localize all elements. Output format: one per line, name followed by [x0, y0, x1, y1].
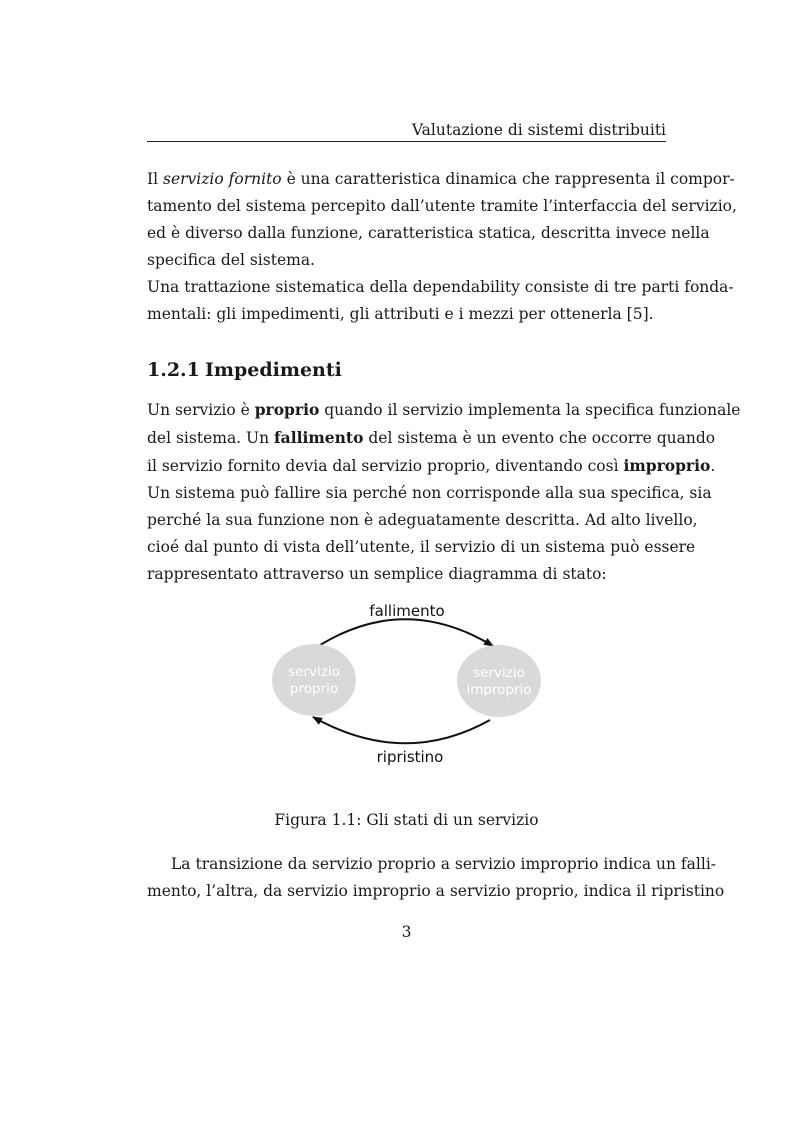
text-line: Una trattazione sistematica della dependability consiste di tre parti fonda-	[147, 278, 734, 296]
state-proprio-label-line1: servizio	[288, 664, 340, 680]
arrow-ripristino	[313, 717, 490, 743]
section-number: 1.2.1	[147, 359, 200, 381]
transition-label-ripristino: ripristino	[376, 748, 444, 766]
state-servizio-improprio	[457, 645, 541, 717]
text-line: cioé dal punto di vista dell’utente, il servizio di un sistema può essere	[147, 538, 696, 556]
body-paragraph	[147, 396, 741, 588]
state-diagram	[262, 598, 552, 773]
running-title: Valutazione di sistemi distribuiti	[411, 121, 666, 139]
term-proprio: proprio	[254, 400, 320, 419]
figure-caption: Figura 1.1: Gli stati di un servizio	[274, 811, 539, 829]
state-improprio-label-line2: improprio	[466, 682, 532, 698]
text-line: ed è diverso dalla funzione, caratteristica statica, descritta invece nella	[147, 224, 710, 242]
section-title: Impedimenti	[205, 359, 342, 381]
text-line: specifica del sistema.	[147, 251, 315, 269]
transition-label-fallimento: fallimento	[369, 602, 445, 620]
state-servizio-proprio	[272, 644, 356, 716]
state-improprio-label-line1: servizio	[473, 665, 525, 681]
state-diagram-svg	[262, 598, 552, 773]
text-line: tamento del sistema percepito dall’utente tramite l’interfaccia del servizio,	[147, 197, 737, 215]
page-number: 3	[401, 923, 412, 941]
arrow-fallimento	[317, 619, 493, 647]
closing-paragraph	[147, 851, 725, 905]
text-line: il servizio fornito devia dal servizio proprio, diventando così improprio.	[147, 456, 716, 475]
term-fallimento: fallimento	[274, 428, 364, 447]
term-improprio: improprio	[623, 456, 711, 475]
text-line: del sistema. Un fallimento del sistema è un evento che occorre quando	[147, 428, 716, 447]
text-line: Un sistema può fallire sia perché non corrisponde alla sua specifica, sia	[147, 484, 712, 502]
text-line: mento, l’altra, da servizio improprio a servizio proprio, indica il ripristino	[147, 882, 725, 900]
intro-paragraph	[147, 166, 737, 328]
running-header	[147, 121, 666, 142]
text-line: Il servizio fornito è una caratteristica dinamica che rappresenta il compor-	[147, 170, 735, 188]
text-line: perché la sua funzione non è adeguatamente descritta. Ad alto livello,	[147, 511, 698, 529]
text-line: Un servizio è proprio quando il servizio implementa la specifica funzionale	[147, 400, 741, 419]
text-line: mentali: gli impedimenti, gli attributi e i mezzi per ottenerla [5].	[147, 305, 654, 323]
term-servizio-fornito: servizio fornito	[163, 170, 282, 188]
state-proprio-label-line2: proprio	[289, 681, 339, 697]
text-line: La transizione da servizio proprio a servizio improprio indica un falli-	[171, 855, 717, 873]
section-heading	[147, 358, 342, 382]
text-line: rappresentato attraverso un semplice diagramma di stato:	[147, 565, 607, 583]
